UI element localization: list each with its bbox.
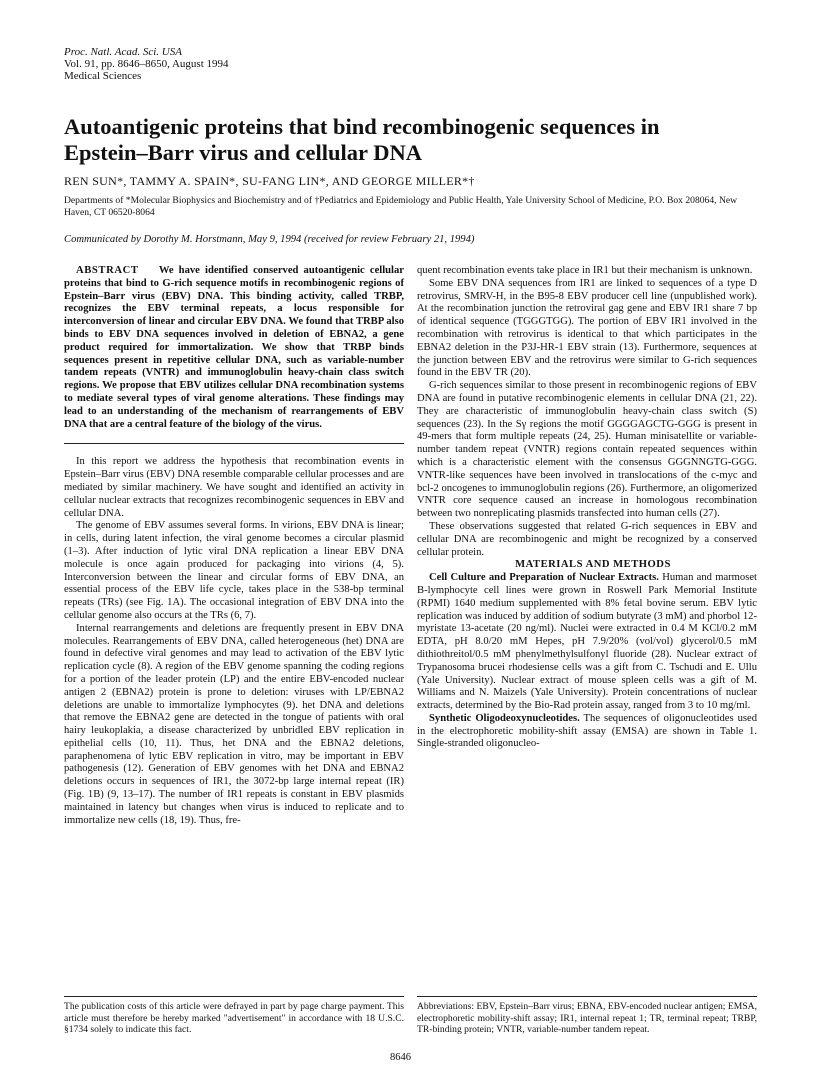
- methods-paragraph-2: [417, 713, 757, 751]
- intro-paragraph-6: G-rich sequences similar to those present in recombinogenic regions of EBV DNA are found in putative recombinogenic elements in cellular DNA (21, 22). They are characteristic of immunoglobulin heavy-chain class switch (S) sequences (23). In the Sγ regions the motif GGGGAGCTG-GGG is present in 49-mers that form multiple repeats (24, 25). Human minisatellite or variable-number tandem repeat (VNTR) regions contain repeated sequences within which is a characteristic element with the consensus GGGNNGTG-GGG. VNTR-like sequences have been involved in translocations of the c-myc and bcl-2 oncogenes to immunoglobulin regions (26). Furthermore, an oligomerized VNTR core sequence caused an increase in homologous recombination between two nonreplicating plasmids transfected into human cells (27).: [417, 380, 757, 520]
- page-number: 8646: [390, 1052, 411, 1063]
- publication-cost-footnote: The publication costs of this article were defrayed in part by page charge payment. This article must therefore be hereby marked "advertisement" in accordance with 18 U.S.C. §1734 solely to indicate this fact.: [64, 996, 404, 1036]
- journal-volume: Vol. 91, pp. 8646–8650, August 1994: [64, 58, 229, 70]
- abstract-heading: ABSTRACT: [76, 265, 139, 276]
- methods-paragraph-1: [417, 572, 757, 713]
- affiliation: Departments of *Molecular Biophysics and Biochemistry and of †Pediatrics and Epidemiology and Public Health, Yale University School of Medicine, P.O. Box 208064, New Haven, CT 06520-8064: [64, 195, 738, 218]
- title-line-2: Epstein–Barr virus and cellular DNA: [64, 140, 422, 165]
- abbreviations-footnote: Abbreviations: EBV, Epstein–Barr virus; EBNA, EBV-encoded nuclear antigen; EMSA, electrophoretic mobility-shift assay; IR1, internal repeat 1; TR, terminal repeat; TRBP, TR-binding protein; VNTR, variable-number tandem repeat.: [417, 996, 757, 1036]
- article-title: [64, 114, 704, 166]
- abstract-text: We have identified conserved autoantigenic cellular proteins that bind to G-rich sequence motifs in recombinogenic regions of Epstein–Barr virus (EBV) DNA. This binding activity, called TRBP, recognizes the EBV terminal repeats, a locus responsible for interconversion of linear and circular EBV DNA. We found that TRBP also binds to EBV DNA sequences involved in deletion of EBNA2, a gene product required for immortalization. We show that TRBP binds sequences present in repetitive cellular DNA, such as variable-number tandem repeats (VNTR) and immunoglobulin heavy-chain class switch regions. We propose that EBV utilizes cellular DNA recombination systems to mediate several types of viral genome alterations. These findings may lead to an understanding of the mechanism of rearrangements of EBV DNA that are a central feature of the biology of the virus.: [64, 265, 405, 430]
- methods-heading: MATERIALS AND METHODS: [515, 559, 671, 571]
- intro-paragraph-7: These observations suggested that related G-rich sequences in EBV and cellular DNA are recombinogenic and might be recognized by a conserved cellular protein.: [417, 520, 757, 558]
- journal-header: [64, 46, 229, 82]
- methods-subhead-2: Synthetic Oligodeoxynucleotides.: [429, 712, 580, 724]
- intro-paragraph-1: In this report we address the hypothesis that recombination events in Epstein–Barr virus (EBV) DNA resemble comparable cellular processes and are mediated by similar machinery. We have sought and identified an activity in cellular nuclear extracts that recognizes recombinogenic sequences in EBV and cellular DNA.: [64, 456, 404, 519]
- abstract-divider: [64, 443, 404, 444]
- methods-text-2: The sequences of oligonucleotides used in the electrophoretic mobility-shift assay (EMSA) are shown in Table 1. Single-stranded oligonucleo-: [417, 712, 757, 750]
- methods-text-1: Human and marmoset B-lymphocyte cell lines were grown in Roswell Park Memorial Institute (RPMI) 1640 medium supplemented with 8% fetal bovine serum. EBV lytic replication was induced by addition of sodium butyrate (3 mM) and phorbol 12-myristate 13-acetate (20 ng/ml). Nuclei were extracted in 0.4 M KCl/0.2 mM EDTA, pH 8.0/20 mM Hepes, pH 7.9/20% (vol/vol) glycerol/0.5 mM dithiothreitol/0.5 mM phenylmethylsulfonyl fluoride (28). Nuclear extract of Trypanosoma brucei rhodesiense cells was a gift from C. Tschudi and E. Ullu (Yale University). Nuclear extract of mouse spleen cells was a gift of M. Williams and N. Maizels (Yale University). Protein concentrations of nuclear extracts, determined by the Bio-Rad protein assay, ranged from 3 to 10 mg/ml.: [417, 572, 757, 712]
- abstract: [64, 265, 404, 431]
- right-column: [417, 265, 757, 751]
- communicated-by: Communicated by Dorothy M. Horstmann, May 9, 1994 (received for review February 21, 1994): [64, 234, 475, 245]
- journal-name: Proc. Natl. Acad. Sci. USA: [64, 46, 182, 58]
- title-line-1: Autoantigenic proteins that bind recombinogenic sequences in: [64, 114, 660, 139]
- methods-subhead-1: Cell Culture and Preparation of Nuclear Extracts.: [429, 572, 659, 584]
- intro-paragraph-5: Some EBV DNA sequences from IR1 are linked to sequences of a type D retrovirus, SMRV-H, in the B95-8 EBV producer cell line (unpublished work). At the recombination junction the retroviral gag gene and EBV IR1 share 7 bp of identical sequence (TGGGTGG). The portion of EBV IR1 involved in the recombination with retrovirus is identical to that which participates in the EBNA2 deletion in the P3J-HR-1 EBV strain (13). Furthermore, sequences at the junction between EBV and the retrovirus were similar to G-rich sequences found in the EBV TR (20).: [417, 277, 757, 379]
- intro-paragraph-2: The genome of EBV assumes several forms. In virions, EBV DNA is linear; in cells, during latent infection, the viral genome becomes a circular plasmid (1–3). After induction of lytic viral DNA replication a linear EBV DNA molecule is once again produced for packaging into virions (4, 5). Interconversion between the linear and circular forms of EBV DNA, an essential process of the EBV life cycle, takes place in the 538-bp terminal repeats (TRs) (see Fig. 1A). The occasional integration of EBV DNA into the cellular genome also occurs at the TRs (6, 7).: [64, 520, 404, 621]
- author-list: REN SUN*, TAMMY A. SPAIN*, SU-FANG LIN*, AND GEORGE MILLER*†: [64, 174, 475, 188]
- intro-paragraph-3: Internal rearrangements and deletions are frequently present in EBV DNA molecules. Rearrangements of EBV DNA, called heterogeneous (het) DNA are found in defective viral genomes and may lead to activation of the EBV lytic replication cycle (8). A region of the EBV genome spanning the coding regions for a portion of the leader protein (LP) and the entire EBV-encoded nuclear antigen 2 (EBNA2) protein is prone to deletion: viruses with LP/EBNA2 deletions are unable to immortalize lymphocytes (9). het DNA and deletions that remove the EBNA2 gene are detected in the tongue of patients with oral hairy leukoplakia, a disease characterized by unbridled EBV replication in epithelial cells (10, 11). Thus, het DNA and the EBNA2 deletions, paraphenomena of lytic EBV replication in vitro, may be important in EBV pathogenesis (12). Generation of EBV genomes with het DNA and EBNA2 deletions occurs in sequences of IR1, the 3072-bp large internal repeat (IR) (Fig. 1B) (9, 13–17). The number of IR1 repeats is constant in EBV plasmids maintained in latency but changes when virus is induced to replicate and to immortalize new cells (18, 19). Thus, fre-: [64, 622, 404, 826]
- intro-paragraph-4: quent recombination events take place in IR1 but their mechanism is unknown.: [417, 265, 753, 276]
- journal-section: Medical Sciences: [64, 70, 142, 82]
- left-column: [64, 265, 404, 827]
